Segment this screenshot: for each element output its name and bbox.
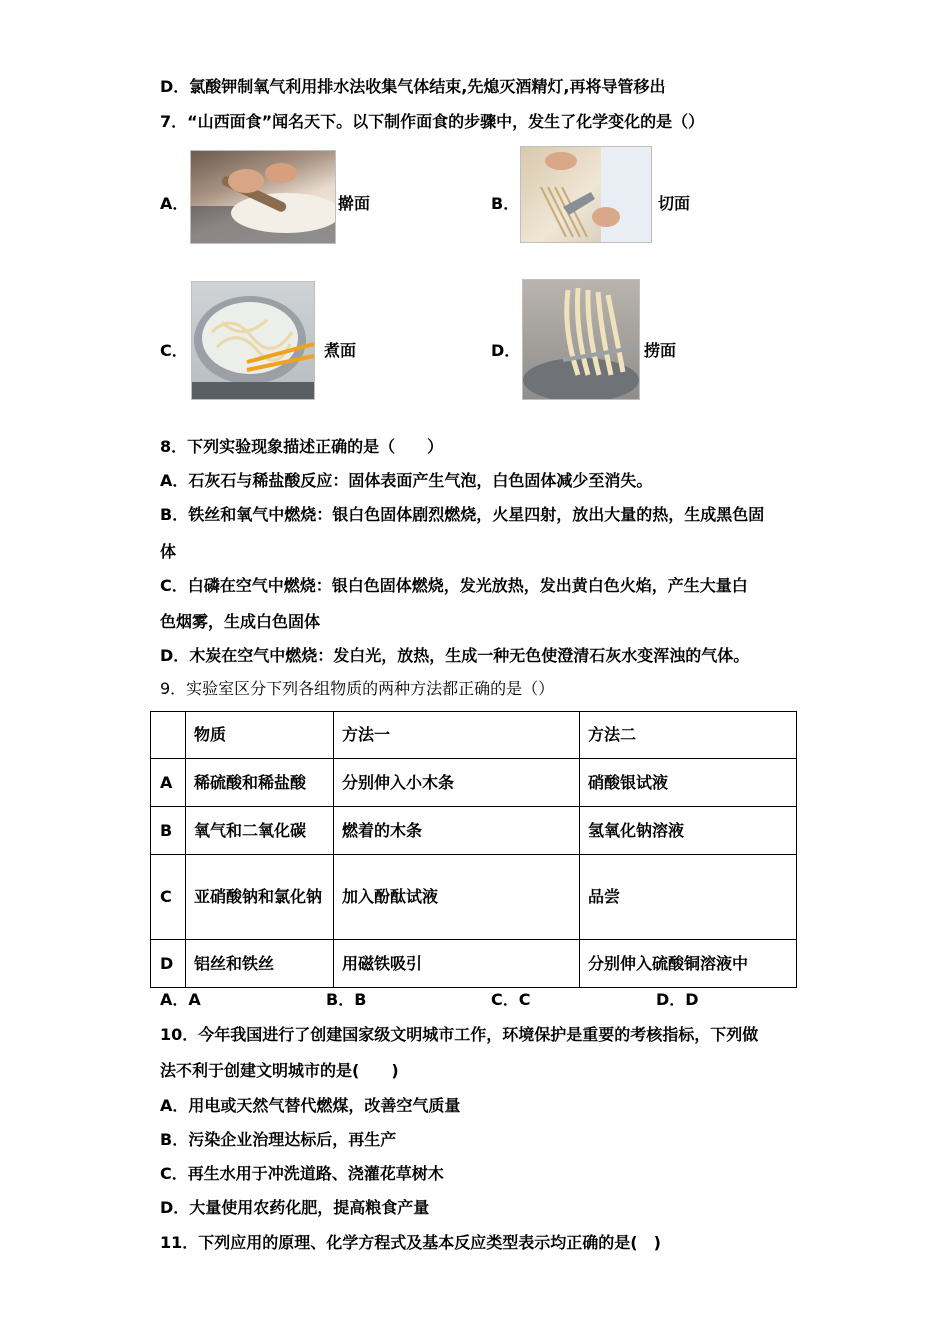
photo-boiling-noodles	[191, 281, 315, 400]
table-cell: 品尝	[580, 855, 797, 940]
q10-option-b[interactable]: B．污染企业治理达标后，再生产	[160, 1130, 397, 1149]
q8-stem: 8．下列实验现象描述正确的是（ ）	[160, 437, 444, 456]
q10-option-a[interactable]: A．用电或天然气替代燃煤，改善空气质量	[160, 1096, 461, 1115]
q9-answer-a[interactable]: A．A	[160, 990, 201, 1009]
table-cell: 分别伸入硫酸铜溶液中	[580, 940, 797, 988]
q8-option-b[interactable]: B．铁丝和氧气中燃烧：银白色固体剧烈燃烧，火星四射，放出大量的热，生成黑色固	[160, 505, 765, 524]
table-header-cell: 方法一	[334, 712, 580, 759]
table-cell: 加入酚酞试液	[334, 855, 580, 940]
photo-lifting-noodles	[522, 279, 640, 400]
table-header-row	[151, 712, 797, 759]
q7-option-c-caption: 煮面	[324, 341, 357, 360]
table-cell: C	[151, 855, 186, 940]
q10-option-c[interactable]: C．再生水用于冲洗道路、浇灌花草树木	[160, 1164, 444, 1183]
q7-stem: 7．“山西面食”闻名天下。以下制作面食的步骤中，发生了化学变化的是（）	[160, 112, 705, 131]
table-row	[151, 807, 797, 855]
lifting-noodles-illustration	[523, 280, 639, 399]
table-cell: 氢氧化钠溶液	[580, 807, 797, 855]
table-header-cell	[151, 712, 186, 759]
q9-answer-c[interactable]: C．C	[491, 990, 531, 1009]
q7-option-d-letter[interactable]: D．	[491, 341, 521, 360]
cutting-noodles-illustration	[521, 147, 651, 242]
q6-option-d: D．氯酸钾制氧气利用排水法收集气体结束,先熄灭酒精灯,再将导管移出	[160, 77, 666, 96]
table-cell: D	[151, 940, 186, 988]
q8-option-a[interactable]: A．石灰石与稀盐酸反应：固体表面产生气泡，白色固体减少至消失。	[160, 471, 653, 490]
q8-option-c[interactable]: C．白磷在空气中燃烧：银白色固体燃烧，发光放热，发出黄白色火焰，产生大量白	[160, 576, 748, 595]
table-cell: 分别伸入小木条	[334, 759, 580, 807]
q10-stem-cont: 法不利于创建文明城市的是( )	[160, 1061, 399, 1080]
q9-stem: 9．实验室区分下列各组物质的两种方法都正确的是（）	[160, 679, 555, 698]
table-cell: 氧气和二氧化碳	[186, 807, 334, 855]
q8-option-b-cont: 体	[160, 542, 177, 561]
table-cell: 燃着的木条	[334, 807, 580, 855]
q10-stem: 10．今年我国进行了创建国家级文明城市工作，环境保护是重要的考核指标，下列做	[160, 1025, 759, 1044]
q10-option-d[interactable]: D．大量使用农药化肥，提高粮食产量	[160, 1198, 430, 1217]
table-header-cell: 方法二	[580, 712, 797, 759]
table-row	[151, 855, 797, 940]
q9-table	[150, 711, 797, 988]
q7-option-a-letter[interactable]: A．	[160, 194, 189, 213]
q9-answer-b[interactable]: B．B	[326, 990, 367, 1009]
table-header-cell: 物质	[186, 712, 334, 759]
table-cell: 用磁铁吸引	[334, 940, 580, 988]
q9-answer-d[interactable]: D．D	[656, 990, 699, 1009]
table-cell: A	[151, 759, 186, 807]
q7-option-d-caption: 捞面	[644, 341, 677, 360]
photo-cutting-noodles	[520, 146, 652, 243]
q7-option-b-letter[interactable]: B．	[491, 194, 520, 213]
table-cell: 铝丝和铁丝	[186, 940, 334, 988]
rolling-dough-illustration	[191, 151, 335, 243]
q8-option-d[interactable]: D．木炭在空气中燃烧：发白光，放热，生成一种无色使澄清石灰水变浑浊的气体。	[160, 646, 750, 665]
q7-option-b-caption: 切面	[658, 194, 691, 213]
boiling-noodles-illustration	[192, 282, 314, 399]
table-cell: B	[151, 807, 186, 855]
table-cell: 稀硫酸和稀盐酸	[186, 759, 334, 807]
table-row	[151, 759, 797, 807]
q7-option-c-letter[interactable]: C．	[160, 341, 188, 360]
table-row	[151, 940, 797, 988]
photo-rolling-dough	[190, 150, 336, 244]
q8-option-c-cont: 色烟雾，生成白色固体	[160, 612, 321, 631]
table-cell: 亚硝酸钠和氯化钠	[186, 855, 334, 940]
table-cell: 硝酸银试液	[580, 759, 797, 807]
q11-stem: 11．下列应用的原理、化学方程式及基本反应类型表示均正确的是( )	[160, 1233, 661, 1252]
q7-option-a-caption: 擀面	[338, 194, 371, 213]
